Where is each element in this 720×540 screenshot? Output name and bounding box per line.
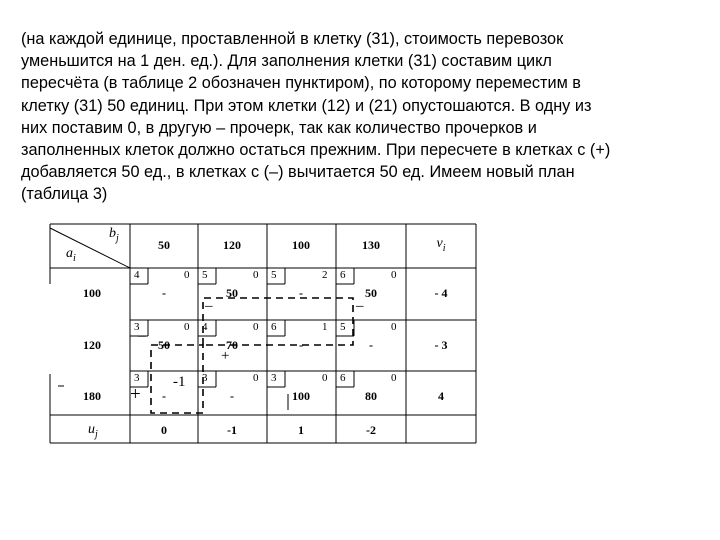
cost: 3 xyxy=(202,372,208,384)
demand-4: 130 xyxy=(362,238,380,252)
bj-letter: b xyxy=(109,226,116,241)
cell-value: - xyxy=(162,286,166,300)
minus-sign: – xyxy=(205,298,213,314)
paragraph-line: (на каждой единице, проставленной в клетку (31), стоимость перевозок xyxy=(21,30,564,48)
cost: 4 xyxy=(202,321,208,333)
plus-sign: + xyxy=(221,348,230,364)
demand-3: 100 xyxy=(292,238,310,252)
uj-label xyxy=(88,422,98,440)
transport-table xyxy=(50,224,476,444)
cell-value: - xyxy=(299,286,303,300)
potential-bottom: 0 xyxy=(161,423,167,437)
bj-label xyxy=(109,226,119,244)
cost: 4 xyxy=(134,269,140,281)
cost: 5 xyxy=(340,321,346,333)
supply-2: 120 xyxy=(83,338,101,352)
cell-value: - xyxy=(230,389,234,403)
cost: 3 xyxy=(134,321,140,333)
potential-bottom: -2 xyxy=(366,423,376,437)
cell-value: - xyxy=(299,338,303,352)
cost: 6 xyxy=(340,269,346,281)
uj-letter: u xyxy=(88,422,95,437)
cell-value: 50 xyxy=(365,286,377,300)
bj-subscript: j xyxy=(116,232,119,244)
delta: 0 xyxy=(253,372,259,384)
delta: 0 xyxy=(253,269,259,281)
paragraph-line: добавляется 50 ед., в клетках с (–) вычитается 50 ед. Имеем новый план xyxy=(21,163,575,182)
delta: 2 xyxy=(322,269,328,281)
paragraph-line: них поставим 0, в другую – прочерк, так как количество прочерков и xyxy=(21,118,537,137)
paragraph-line: клетку (31) 50 единиц. При этом клетки (12) и (21) опустошаются. В одну из xyxy=(21,96,592,115)
uj-subscript: j xyxy=(95,428,98,440)
plus-sign: + xyxy=(130,384,141,405)
demand-1: 50 xyxy=(158,238,170,252)
delta: 0 xyxy=(184,269,190,281)
cost: 6 xyxy=(271,321,277,333)
supply-3: 180 xyxy=(83,389,101,403)
description-paragraph xyxy=(21,28,701,206)
cell-value: - xyxy=(369,338,373,352)
cost: 5 xyxy=(202,269,208,281)
delta: 0 xyxy=(322,372,328,384)
delta: 0 xyxy=(391,321,397,333)
potential-1: - 4 xyxy=(434,286,448,300)
paragraph-line: заполненных клеток должно остаться прежним. При пересчете в клетках с (+) xyxy=(21,141,611,160)
cost: 6 xyxy=(340,372,346,384)
delta: 0 xyxy=(184,321,190,333)
table-grid xyxy=(50,224,476,444)
delta: 0 xyxy=(253,321,259,333)
delta: 1 xyxy=(322,321,328,333)
cell-value: 100 xyxy=(292,389,310,403)
ai-label xyxy=(66,246,76,264)
cell-value: 70 xyxy=(226,338,238,352)
ai-letter: a xyxy=(66,246,73,261)
paragraph-line: (таблица 3) xyxy=(21,185,108,204)
delta-negative: -1 xyxy=(173,374,186,390)
potential-bottom: 1 xyxy=(298,423,304,437)
vi-subscript: i xyxy=(442,242,446,254)
supply-1: 100 xyxy=(83,286,101,300)
delta: 0 xyxy=(391,372,397,384)
cell-value: 50 xyxy=(226,286,238,300)
cost: 5 xyxy=(271,269,277,281)
vi-letter: v xyxy=(436,236,443,251)
recalc-cycle xyxy=(151,298,353,413)
ai-subscript: i xyxy=(73,252,76,264)
cell-value: 80 xyxy=(365,389,377,403)
vi-label xyxy=(437,236,446,254)
paragraph-line: уменьшится на 1 ден. ед.). Для заполнения клетки (31) составим цикл xyxy=(21,52,552,71)
potential-bottom: -1 xyxy=(227,423,237,437)
delta: 0 xyxy=(391,269,397,281)
demand-2: 120 xyxy=(223,238,241,252)
cell-value: 50 xyxy=(158,338,170,352)
minus-sign: – xyxy=(138,328,146,344)
potential-3: 4 xyxy=(438,389,444,403)
paragraph-line: пересчёта (в таблице 2 обозначен пунктиром), по которому переместим в xyxy=(21,74,581,93)
cost: 3 xyxy=(271,372,277,384)
cost: 3 xyxy=(134,372,140,384)
minus-sign: – xyxy=(356,298,364,314)
potential-2: - 3 xyxy=(434,338,448,352)
cell-value: - xyxy=(162,389,166,403)
